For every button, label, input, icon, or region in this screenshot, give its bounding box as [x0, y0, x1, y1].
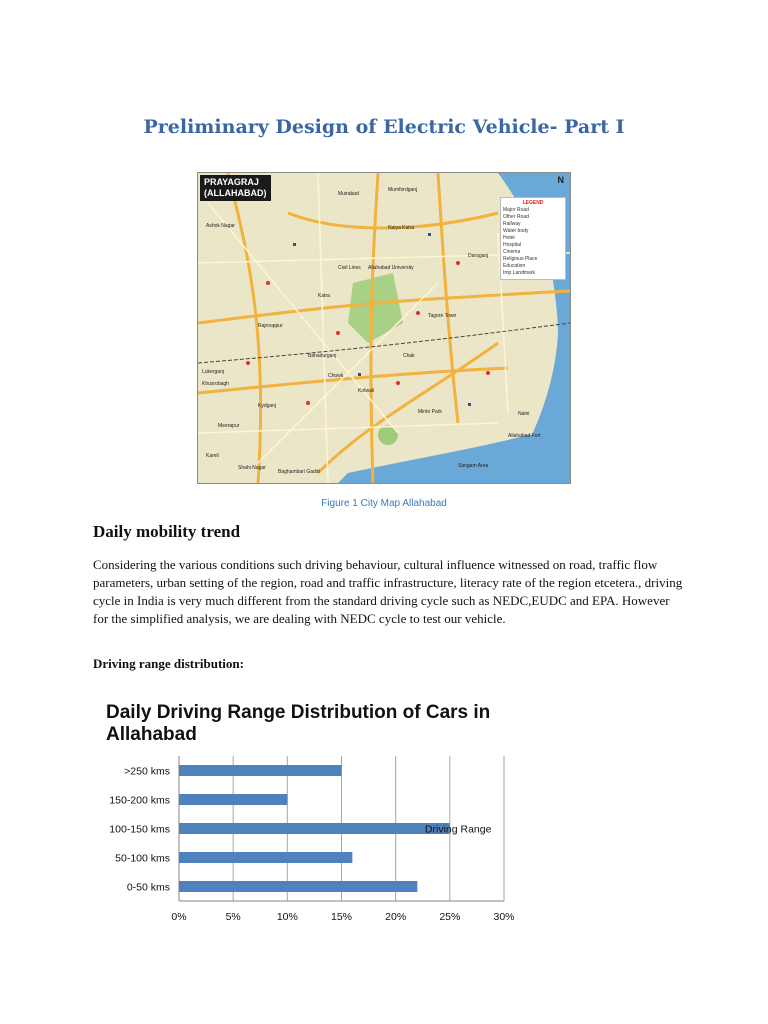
category-label: 150-200 kms: [109, 794, 170, 807]
x-tick-label: 5%: [225, 911, 241, 923]
category-label: 100-150 kms: [109, 823, 170, 836]
chart-title: Daily Driving Range Distribution of Cars in Allahabad: [106, 702, 491, 745]
map-label: Naini: [518, 411, 530, 417]
map-label: Chowk: [328, 373, 344, 379]
page-title: Preliminary Design of Electric Vehicle- Part I: [143, 116, 625, 138]
chart-bar: [179, 823, 450, 834]
x-tick-label: 30%: [493, 911, 515, 923]
category-label: 0-50 kms: [126, 881, 170, 894]
north-arrow-icon: N: [557, 175, 564, 185]
city-map-figure: [197, 172, 571, 484]
map-legend-item: Imp Landmark: [503, 270, 535, 276]
map-label: Tagore Town: [428, 313, 457, 319]
map-label: Sangam Area: [458, 463, 489, 469]
figure-caption: Figure 1 City Map Allahabad: [321, 498, 447, 509]
map-label: Rajrooppur: [258, 323, 283, 329]
chart-bar: [179, 794, 287, 805]
chart-svg: [90, 752, 530, 932]
x-tick-label: 15%: [330, 911, 353, 923]
map-label: Muirabad: [338, 191, 359, 197]
x-tick-label: 0%: [171, 911, 187, 923]
map-label: Katra: [318, 293, 330, 299]
map-label: Minto Park: [418, 409, 442, 415]
map-legend-item: Water body: [503, 228, 529, 234]
map-label: Ashok Nagar: [206, 223, 235, 229]
section-heading: Daily mobility trend: [93, 522, 241, 541]
map-label: Meerapur: [218, 423, 240, 429]
map-label: Bahadurganj: [308, 353, 337, 359]
map-legend-item: Railway: [503, 221, 521, 227]
x-tick-label: 10%: [276, 911, 298, 923]
map-legend-item: Hospital: [503, 242, 522, 248]
map-label: Mumfordganj: [388, 187, 418, 193]
map-label: Shahi Nagar: [238, 465, 266, 471]
x-tick-label: 25%: [439, 911, 461, 923]
map-label: Daraganj: [468, 253, 489, 259]
map-legend-item: Religious Place: [503, 256, 538, 262]
map-badge: PRAYAGRAJ (ALLAHABAD): [200, 175, 271, 201]
map-label: Civil Lines: [338, 265, 361, 271]
category-label: >250 kms: [124, 765, 170, 778]
driving-range-chart: [90, 752, 530, 932]
map-legend-item: Cinema: [503, 249, 521, 255]
map-label: Naiya Katra: [388, 225, 415, 231]
x-tick-label: 20%: [385, 911, 407, 923]
map-label: Allahabad Fort: [508, 433, 541, 439]
chart-bar: [179, 852, 352, 863]
body-paragraph: Considering the various conditions such driving behaviour, cultural influence witnessed on road, traffic flow parameters, urban setting of the region, road and traffic infrastructure, literacy rate of the region etcetera., driving cycle in India is very much different from the standard driving cycle such as NEDC,EUDC and EPA. However for the simplified analysis, we are dealing with NEDC cycle to test our vehicle.: [93, 557, 683, 626]
chart-bar: [179, 765, 342, 776]
map-label: Khusrobagh: [202, 381, 229, 387]
map-legend-item: Major Road: [503, 207, 529, 213]
legend-label: Driving Range: [424, 823, 492, 836]
category-label: 50-100 kms: [115, 852, 170, 865]
map-label: Chak: [403, 353, 415, 359]
chart-bar: [179, 881, 417, 892]
map-legend: [500, 197, 566, 280]
map-label: Kotwali: [358, 388, 375, 394]
map-legend-item: Hotel: [503, 235, 515, 241]
map-label: Kydganj: [258, 403, 277, 409]
map-label: Lukerganj: [202, 369, 224, 375]
map-legend-item: Other Road: [503, 214, 529, 220]
map-legend-title: LEGEND: [522, 200, 544, 206]
subheading: Driving range distribution:: [93, 656, 244, 671]
map-label: Kareli: [206, 453, 219, 459]
map-label: Baghambari Gaddi: [278, 469, 320, 475]
map-label: Allahabad University: [368, 265, 414, 271]
map-legend-item: Education: [503, 263, 526, 269]
